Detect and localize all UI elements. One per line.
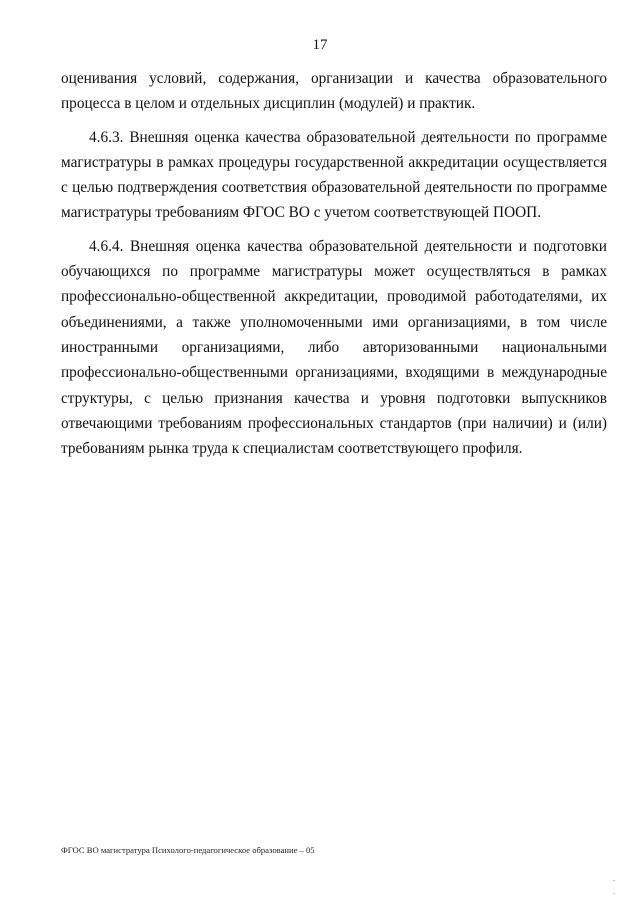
paragraph-4-6-4: 4.6.4. Внешняя оценка качества образовательной деятельности и подготовки обучающихся по программе магистратуры может осуществляться в рамках профессионально-общественной аккредитации, проводимой работодателями, их объединениями, а также уполномоченными ими организациями, в том числе иностранными организациями, либо авторизованными национальными профессионально-общественными организациями, входящими в международные структуры, с целью признания качества и уровня подготовки выпускников отвечающими требованиям профессиональных стандартов (при наличии) и (или) требованиям рынка труда к специалистам соответствующего профиля. [61,237,607,458]
paragraph-continuation: оценивания условий, содержания, организации и качества образовательного процесса в целом и отдельных дисциплин (модулей) и практик. [61,70,607,113]
document-footer: ФГОС ВО магистратура Психолого-педагогическое образование – 05 [61,845,315,855]
document-body [61,66,607,461]
paragraph-4-6-3: 4.6.3. Внешняя оценка качества образовательной деятельности по программе магистратуры в рамках процедуры государственной аккредитации осуществляется с целью подтверждения соответствия образовательной деятельности по программе магистратуры требованиям ФГОС ВО с учетом соответствующей ПООП. [61,128,607,222]
page-number: 17 [312,37,328,53]
scan-artifact [613,893,615,894]
paragraph-spacer [61,226,607,234]
paragraph-spacer [61,117,607,125]
scan-artifact [613,880,615,881]
